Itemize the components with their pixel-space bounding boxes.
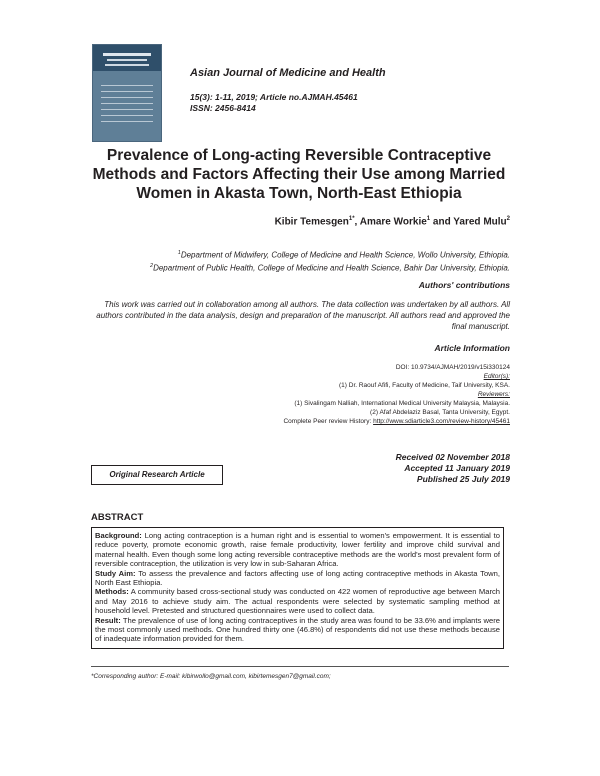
footnote-rule xyxy=(91,666,509,667)
author-name: Amare Workie xyxy=(359,216,427,228)
author-name: Yared Mulu xyxy=(453,216,507,228)
abstract-box xyxy=(91,527,504,649)
article-info-block xyxy=(90,363,510,426)
editors-label: Editor(s): xyxy=(483,373,510,380)
author-sup: 1* xyxy=(348,216,355,222)
article-dates xyxy=(396,452,510,485)
author-name: Kibir Temesgen xyxy=(274,216,349,228)
journal-cover-image xyxy=(92,44,162,142)
reviewer-line: (1) Sivalingam Nalliah, International Medical University Malaysia, Malaysia. xyxy=(294,400,510,407)
paper-title: Prevalence of Long-acting Reversible Contraceptive Methods and Factors Affecting their Use among Married Women in Akasta Town, North-East Ethiopia xyxy=(92,147,506,202)
journal-name: Asian Journal of Medicine and Health xyxy=(190,67,386,79)
contributions-text: This work was carried out in collaboration among all authors. The data collection was undertaken by all authors. All authors contributed in the data analysis, design and preparation of the manuscript. All authors read and approved the final manuscript. xyxy=(96,300,510,331)
cover-band xyxy=(93,45,161,71)
article-info-heading: Article Information xyxy=(434,343,510,353)
affiliation-line: $^2$Department of Public Health, College of Medicine and Health Science, Bahir Dar University, Ethiopia. xyxy=(150,262,510,273)
author-sup: 1 xyxy=(426,216,431,222)
review-history: Complete Peer review History: http://www.sdiarticle3.com/review-history/45461 xyxy=(283,418,510,425)
reviewer-line: (2) Afaf Abdelaziz Basal, Tanta University, Egypt. xyxy=(370,409,510,416)
article-type: Original Research Article xyxy=(109,470,205,479)
editor-line: (1) Dr. Raouf Afifi, Faculty of Medicine, Taif University, KSA. xyxy=(339,382,510,389)
doi: DOI: 10.9734/AJMAH/2019/v15i330124 xyxy=(395,364,510,371)
author-sup: 2 xyxy=(506,216,510,222)
issn-line: ISSN: 2456-8414 xyxy=(190,103,256,113)
affiliations xyxy=(70,248,510,273)
reviewers-label: Reviewers: xyxy=(477,391,510,398)
abstract-heading: ABSTRACT xyxy=(91,512,144,523)
review-history-link[interactable]: http://www.sdiarticle3.com/review-history/45461 xyxy=(373,418,510,425)
received-date: Received 02 November 2018 xyxy=(395,452,510,462)
volume-line: 15(3): 1-11, 2019; Article no.AJMAH.45461 xyxy=(190,92,358,102)
abstract-methods: Methods: A community based cross-sectional study was conducted on 422 women of reproductive age between March and May 2016 to achieve study aim. The actual respondents were selected by systematic sampling method at household level. Pretested and structured questionnaires were used to collect data. xyxy=(95,587,500,616)
abstract-background: Background: Long acting contraception is a human right and is essential to women's empowerment. It is essential to reduce poverty, promote economic growth, raise female productivity, lower fertility and improve child survival and maternal health. Even though some long acting reversible contraceptive methods are the world's most prevalent form of reversible contraception, the utilization is very low in sub-Saharan Africa. xyxy=(95,531,500,569)
abstract-result: Result: The prevalence of use of long acting contraceptives in the study area was found to be 33.6% and implants were the most commonly used methods. One hundred thirty one (46.8%) of respondents did not use these methods because of inadequate information provided for them. xyxy=(95,615,500,644)
corresponding-author-footnote: *Corresponding author: E-mail: kibirwollo@gmail.com, kibirtemesgen7@gmail.com; xyxy=(91,673,331,680)
journal-citation xyxy=(190,92,358,114)
accepted-date: Accepted 11 January 2019 xyxy=(404,463,510,473)
article-type-box xyxy=(91,465,223,485)
published-date: Published 25 July 2019 xyxy=(416,474,510,484)
affiliation-line: $^1$Department of Midwifery, College of Medicine and Health Science, Wollo University, Ethiopia. xyxy=(177,250,510,260)
abstract-aim: Study Aim: To assess the prevalence and factors affecting use of long acting contraceptive methods in Akasta Town, North East Ethiopia. xyxy=(95,568,500,588)
author-list: Kibir Temesgen$^{1*}$, Amare Workie$^1$ and Yared Mulu$^2$ xyxy=(274,216,510,228)
contributions-heading: Authors' contributions xyxy=(418,280,510,290)
